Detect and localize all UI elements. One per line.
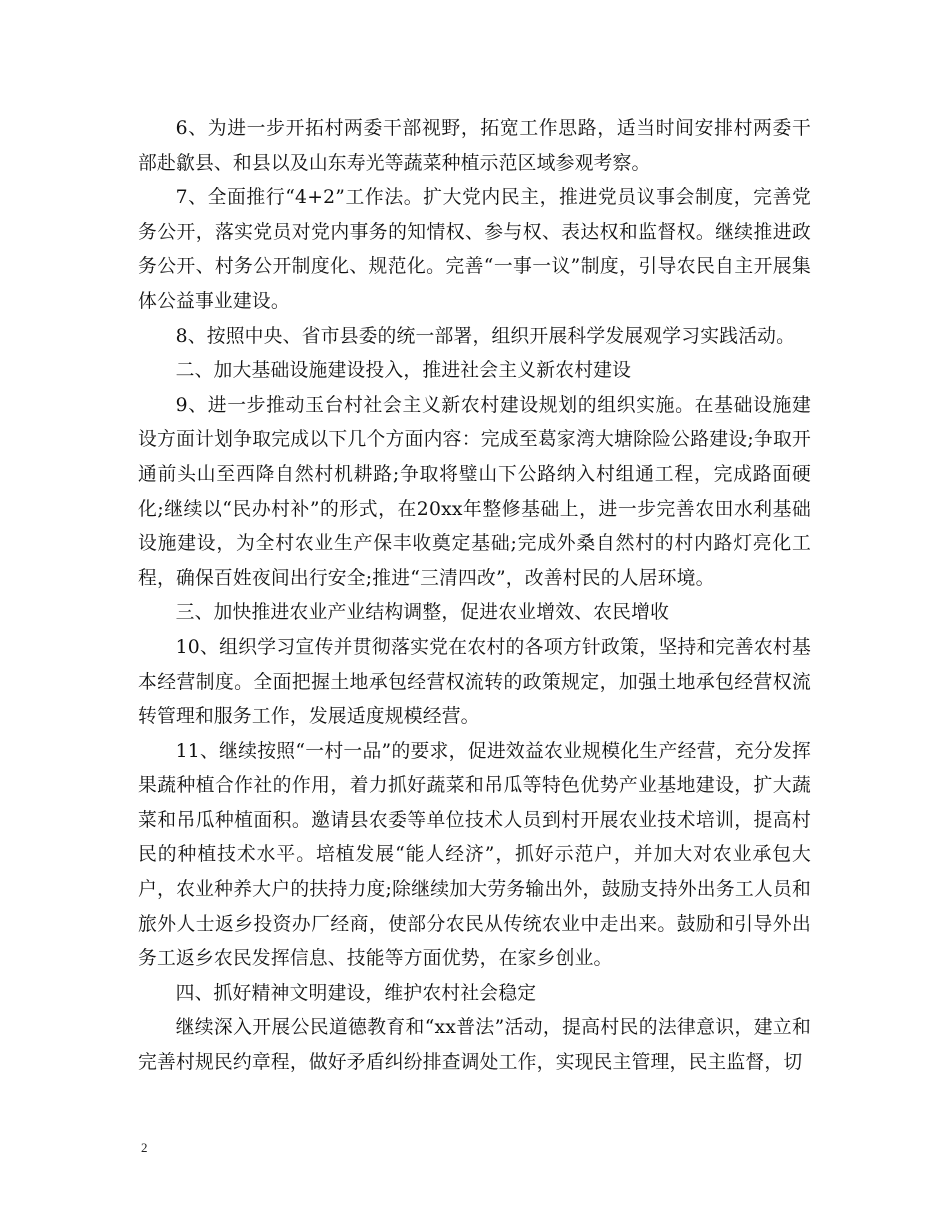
section-heading-3: 三、加快推进农业产业结构调整，促进农业增效、农民增收 xyxy=(175,602,670,624)
document-body xyxy=(138,112,811,1081)
paragraph-item-6: 6、为进一步开拓村两委干部视野，拓宽工作思路，适当时间安排村两委干部赴歙县、和县以及山东寿光等蔬菜种植示范区域参观考察。 xyxy=(138,118,811,174)
paragraph-item-11: 11、继续按照“一村一品”的要求，促进效益农业规模化生产经营，充分发挥果蔬种植合作社的作用，着力抓好蔬菜和吊瓜等特色优势产业基地建设，扩大蔬菜和吊瓜种植面积。邀请县农委等单位技术人员到村开展农业技术培训，提高村民的种植技术水平。培植发展“能人经济”，抓好示范户，并加大对农业承包大户，农业种养大户的扶持力度;除继续加大劳务输出外，鼓励支持外出务工人员和旅外人士返乡投资办厂经商，使部分农民从传统农业中走出来。鼓励和引导外出务工返乡农民发挥信息、技能等方面优势，在家乡创业。 xyxy=(138,740,811,970)
section-heading-2: 二、加大基础设施建设投入，推进社会主义新农村建设 xyxy=(175,360,632,382)
paragraph-continued: 继续深入开展公民道德教育和“xx普法”活动，提高村民的法律意识，建立和完善村规民约章程，做好矛盾纠纷排查调处工作，实现民主管理，民主监督，切 xyxy=(138,1017,811,1074)
paragraph-item-8: 8、按照中央、省市县委的统一部署，组织开展科学发展观学习实践活动。 xyxy=(175,325,796,347)
paragraph-item-9: 9、进一步推动玉台村社会主义新农村建设规划的组织实施。在基础设施建设方面计划争取完成以下几个方面内容：完成至葛家湾大塘除险公路建设;争取开通前头山至西降自然村机耕路;争取将璧山下公路纳入村组通工程，完成路面硬化;继续以“民办村补”的形式，在20xx年整修基础上，进一步完善农田水利基础设施建设，为全村农业生产保丰收奠定基础;完成外桑自然村的村内路灯亮化工程，确保百姓夜间出行安全;推进“三清四改”，改善村民的人居环境。 xyxy=(138,394,811,589)
paragraph-item-7: 7、全面推行“4+2”工作法。扩大党内民主，推进党员议事会制度，完善党务公开，落实党员对党内事务的知情权、参与权、表达权和监督权。继续推进政务公开、村务公开制度化、规范化。完善“一事一议”制度，引导农民自主开展集体公益事业建设。 xyxy=(138,187,811,312)
section-heading-4: 四、抓好精神文明建设，维护农村社会稳定 xyxy=(175,982,537,1004)
paragraph-item-10: 10、组织学习宣传并贯彻落实党在农村的各项方针政策，坚持和完善农村基本经营制度。全面把握土地承包经营权流转的政策规定，加强土地承包经营权流转管理和服务工作，发展适度规模经营。 xyxy=(138,636,811,728)
page-number: 2 xyxy=(141,1140,148,1155)
